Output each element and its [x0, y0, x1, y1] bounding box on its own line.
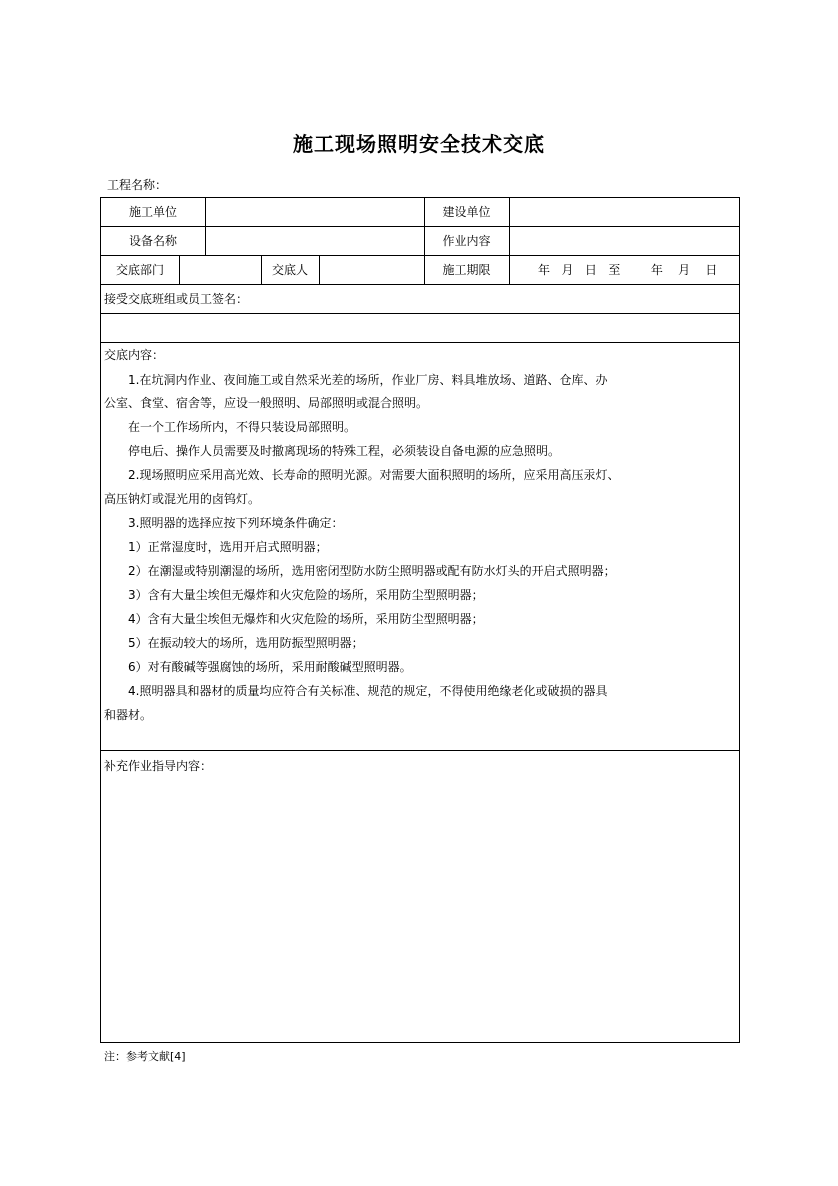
period-label: 施工期限: [442, 263, 491, 277]
col-divider: [509, 198, 510, 284]
col-divider: [179, 255, 180, 284]
content-line: 6）对有酸碱等强腐蚀的场所，采用耐酸碱型照明器。: [128, 660, 412, 674]
content-line: 5）在振动较大的场所，选用防振型照明器；: [128, 636, 364, 650]
content-line: 1）正常湿度时，选用开启式照明器；: [128, 540, 328, 554]
supplement-field[interactable]: [104, 780, 734, 1035]
content-line: 2）在潮湿或特别潮湿的场所，选用密闭型防水防尘照明器或配有防水灯头的开启式照明器；: [128, 564, 616, 578]
content-line: 1.在坑洞内作业、夜间施工或自然采光差的场所，作业厂房、料具堆放场、道路、仓库、办: [128, 373, 608, 387]
row-divider: [101, 750, 739, 751]
col-divider: [319, 255, 320, 284]
col-divider: [205, 198, 206, 255]
disclosure-table: [100, 197, 740, 1043]
content-line: 3）含有大量尘埃但无爆炸和火灾危险的场所，采用防尘型照明器；: [128, 588, 484, 602]
content-line: 和器材。: [104, 708, 153, 722]
equipment-name-label: 设备名称: [128, 234, 177, 248]
row-divider: [101, 255, 739, 256]
page-title: 施工现场照明安全技术交底: [293, 132, 545, 156]
work-content-label: 作业内容: [442, 234, 491, 248]
row-divider: [101, 342, 739, 343]
row-divider: [101, 284, 739, 285]
sign-field[interactable]: [104, 320, 734, 338]
construction-unit-label: 施工单位: [128, 205, 177, 219]
content-label: 交底内容：: [104, 348, 165, 362]
footnote: 注：参考文献[4]: [104, 1050, 186, 1063]
project-name-label: 工程名称：: [107, 178, 168, 192]
content-line: 公室、食堂、宿舍等，应设一般照明、局部照明或混合照明。: [104, 396, 429, 410]
content-line: 3.照明器的选择应按下列环境条件确定：: [128, 516, 344, 530]
dept-label: 交底部门: [115, 263, 164, 277]
person-label: 交底人: [271, 263, 308, 277]
row-divider: [101, 226, 739, 227]
period-date-range[interactable]: 年 月 日 至 年 月 日: [538, 263, 718, 277]
owner-unit-label: 建设单位: [442, 205, 491, 219]
content-line: 4.照明器具和器材的质量均应符合有关标准、规范的规定，不得使用绝缘老化或破损的器具: [128, 684, 608, 698]
content-line: 4）含有大量尘埃但无爆炸和火灾危险的场所，采用防尘型照明器；: [128, 612, 484, 626]
content-line: 在一个工作场所内，不得只装设局部照明。: [128, 420, 357, 434]
content-line: 停电后、操作人员需要及时撤离现场的特殊工程，必须装设自备电源的应急照明。: [128, 444, 561, 458]
content-line: 高压钠灯或混光用的卤钨灯。: [104, 492, 261, 506]
content-line: 2.现场照明应采用高光效、长寿命的照明光源。对需要大面积照明的场所，应采用高压汞灯、: [128, 468, 620, 482]
sign-label: 接受交底班组或员工签名：: [104, 292, 249, 306]
supplement-label: 补充作业指导内容：: [104, 759, 213, 773]
row-divider: [101, 313, 739, 314]
